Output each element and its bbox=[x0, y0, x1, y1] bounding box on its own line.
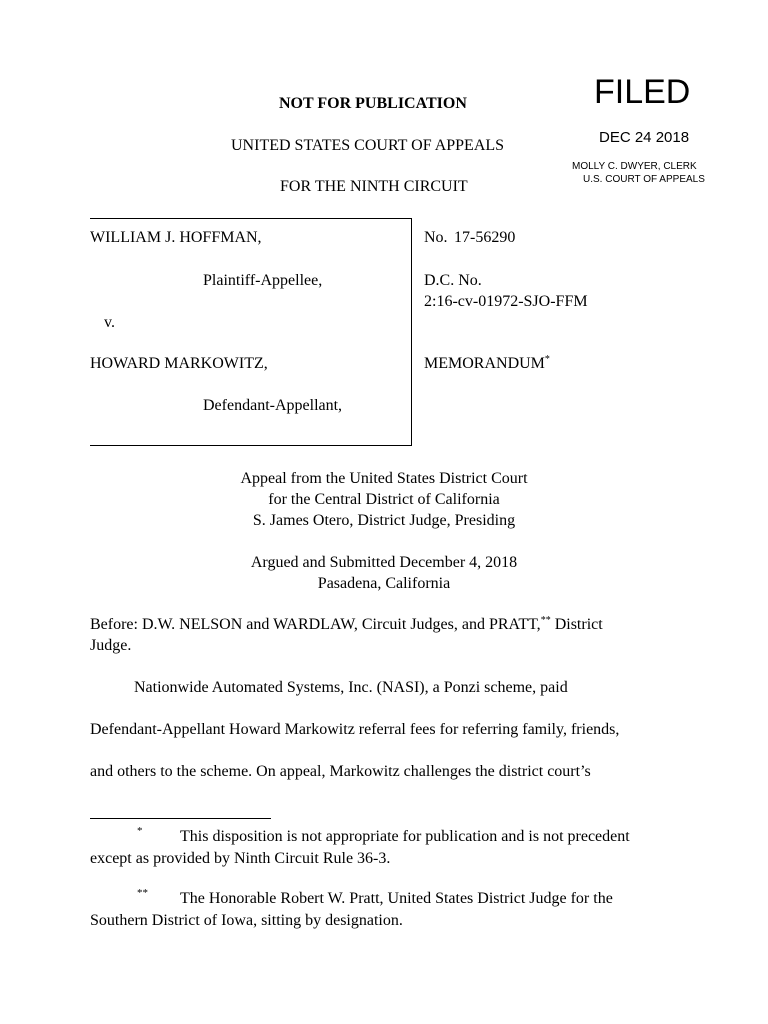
appeal-line-2: for the Central District of California bbox=[268, 491, 500, 508]
defendant-role: Defendant-Appellant, bbox=[203, 397, 343, 414]
versus: v. bbox=[104, 314, 115, 331]
filed-title: FILED bbox=[594, 73, 691, 111]
memorandum-heading bbox=[424, 356, 550, 372]
plaintiff-name: WILLIAM J. HOFFMAN, bbox=[90, 229, 262, 246]
panel-line-2: Judge. bbox=[90, 637, 132, 654]
caption-bottom-rule bbox=[90, 445, 412, 446]
footnote-1-line-2: except as provided by Ninth Circuit Rule 36-3. bbox=[90, 850, 391, 867]
clerk-name: MOLLY C. DWYER, CLERK bbox=[572, 161, 697, 172]
court-name: UNITED STATES COURT OF APPEALS bbox=[231, 137, 505, 154]
appeal-line-3: S. James Otero, District Judge, Presiding bbox=[252, 512, 516, 529]
footnote-separator bbox=[90, 818, 271, 819]
footnote-2-line-1: The Honorable Robert W. Pratt, United States District Judge for the bbox=[180, 890, 613, 907]
caption-right-rule bbox=[411, 218, 412, 446]
case-number: 17-56290 bbox=[454, 229, 516, 246]
panel-judges-cont: District bbox=[550, 616, 603, 633]
defendant-name: HOWARD MARKOWITZ, bbox=[90, 355, 268, 372]
not-for-publication: NOT FOR PUBLICATION bbox=[279, 95, 467, 112]
body-line-3: and others to the scheme. On appeal, Markowitz challenges the district court’s bbox=[90, 763, 591, 780]
plaintiff-role: Plaintiff-Appellee, bbox=[203, 272, 323, 289]
argued-line-2: Pasadena, California bbox=[317, 575, 451, 592]
dc-number: 2:16-cv-01972-SJO-FFM bbox=[424, 293, 588, 310]
appeal-line-1: Appeal from the United States District Court bbox=[240, 470, 528, 487]
filed-date: DEC 24 2018 bbox=[599, 129, 690, 146]
memorandum-label: MEMORANDUM bbox=[424, 355, 545, 372]
footnote-1-line-1: This disposition is not appropriate for publication and is not precedent bbox=[180, 828, 630, 845]
footnote-1-mark: * bbox=[137, 825, 143, 837]
argued-line-1: Argued and Submitted December 4, 2018 bbox=[250, 554, 518, 571]
memorandum-footnote-mark: * bbox=[544, 354, 550, 365]
footnote-2-mark: ** bbox=[137, 887, 148, 899]
clerk-office: U.S. COURT OF APPEALS bbox=[583, 174, 705, 185]
panel-judges: Before: D.W. NELSON and WARDLAW, Circuit Judges, and PRATT, bbox=[90, 616, 541, 633]
case-number-label: No. bbox=[424, 229, 448, 246]
panel-footnote-mark: ** bbox=[540, 615, 551, 626]
body-line-2: Defendant-Appellant Howard Markowitz referral fees for referring family, friends, bbox=[90, 721, 620, 738]
caption-top-rule bbox=[90, 218, 412, 219]
footnote-2-line-2: Southern District of Iowa, sitting by designation. bbox=[90, 912, 403, 929]
panel-line-1 bbox=[90, 617, 603, 633]
dc-number-label: D.C. No. bbox=[424, 272, 482, 289]
circuit-name: FOR THE NINTH CIRCUIT bbox=[280, 178, 468, 195]
body-line-1: Nationwide Automated Systems, Inc. (NASI), a Ponzi scheme, paid bbox=[134, 679, 568, 696]
